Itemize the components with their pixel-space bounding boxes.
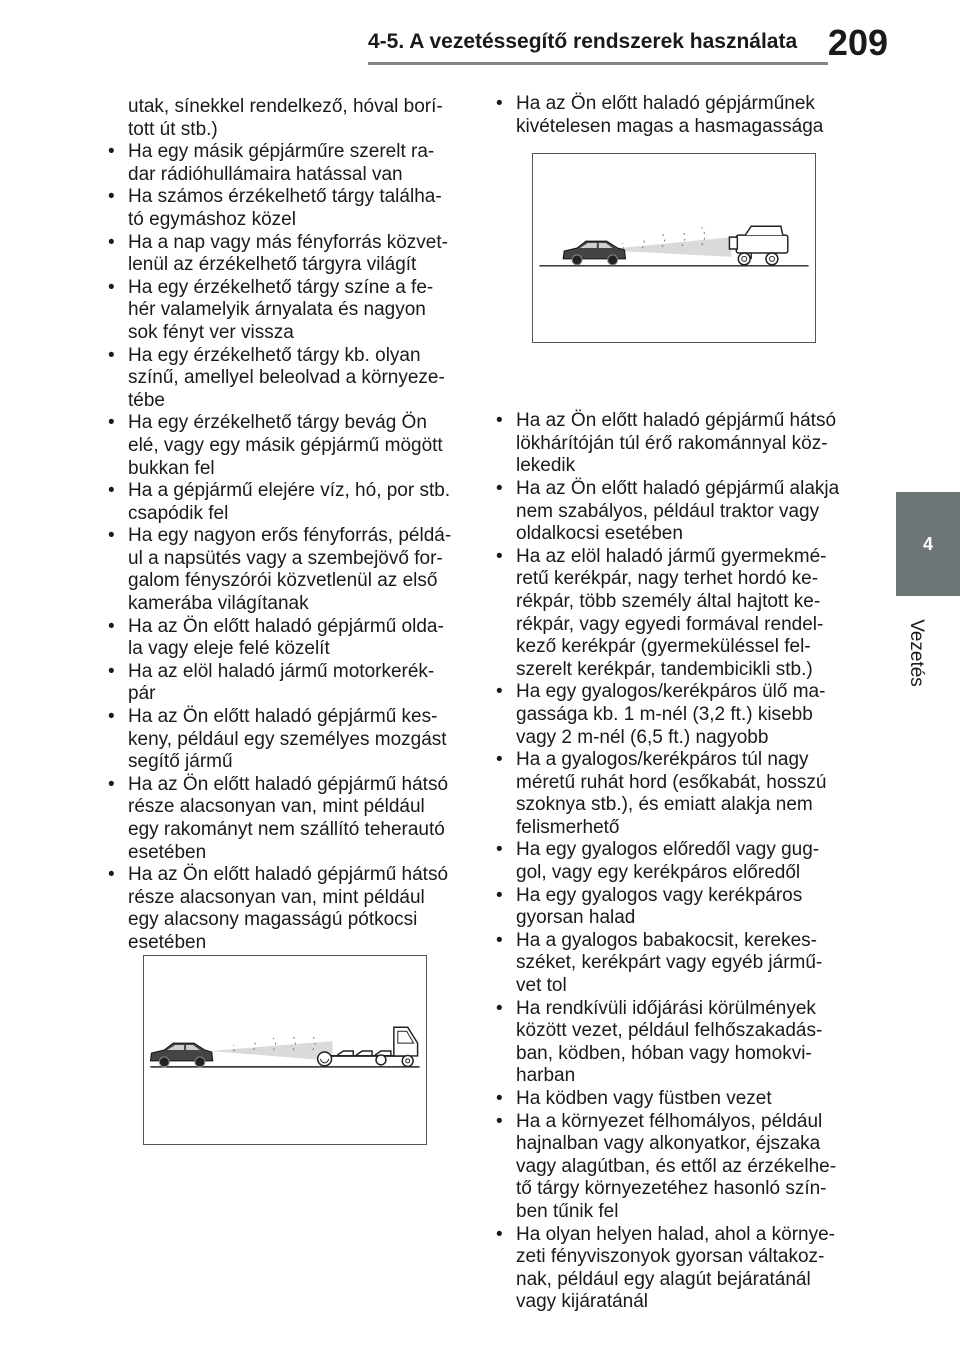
list-item: • Ha az Ön előtt haladó gépjármű olda- la vagy eleje felé közelít: [104, 616, 474, 661]
list-item: • Ha egy gyalogos előredől vagy gug- gol, vagy egy kerékpáros előredől: [492, 839, 862, 884]
chapter-number: 4: [922, 534, 933, 554]
chapter-label-container: [900, 598, 932, 708]
list-item: • Ha egy gyalogos/kerékpáros ülő ma- gassága kb. 1 m-nél (3,2 ft.) kisebb vagy 2 m-nél (6,5 ft.) nagyobb: [492, 681, 862, 749]
list-item: • Ha az Ön előtt haladó gépjármű kes- keny, például egy személyes mozgást segítő jármű: [104, 706, 474, 774]
list-item: • Ha a nap vagy más fényforrás közvet- lenül az érzékelhető tárgyra világít: [104, 232, 474, 277]
continuation-text: utak, sínekkel rendelkező, hóval borí- tott út stb.): [128, 96, 443, 140]
right-bullet-list: [492, 410, 862, 1314]
car-radar-low-rear-truck-icon: [144, 956, 426, 1144]
left-column: [104, 96, 474, 955]
list-item: • Ha egy nagyon erős fényforrás, példá- ul a napsütés vagy a szembejövő for- galom fényszórói közvetlenül az első kamerába világítanak: [104, 525, 474, 615]
list-item: • Ha olyan helyen halad, ahol a környe- zeti fényviszonyok gyorsan váltakoz- nak, például egy alagút bejáratánál vagy kijáratánál: [492, 1224, 862, 1314]
left-bullet-list: [104, 141, 474, 954]
chapter-label: Vezetés: [906, 619, 927, 687]
list-item: • Ha egy érzékelhető tárgy színe a fe- hér valamelyik árnyalata és nagyon sok fényt ver vissza: [104, 277, 474, 345]
list-item: • Ha a gyalogos/kerékpáros túl nagy méretű ruhát hord (esőkabát, hosszú szoknya stb.), és emiatt alakja nem felismerhető: [492, 749, 862, 839]
list-item: • Ha egy érzékelhető tárgy bevág Ön elé, vagy egy másik gépjármű mögött bukkan fel: [104, 412, 474, 480]
chapter-tab: [896, 492, 960, 596]
header-rule: [368, 62, 828, 65]
list-item: • Ha az Ön előtt haladó gépjármű hátsó része alacsonyan van, mint például egy rakományt nem szállító teherautó esetében: [104, 774, 474, 864]
list-item: • Ha a környezet félhomályos, például hajnalban vagy alkonyatkor, éjszaka vagy alagútban, és ettől az érzékelhe- tő tárgy környezetéhez hasonló szín- ben tűnik fel: [492, 1111, 862, 1224]
list-item: • Ha számos érzékelhető tárgy találha- tó egymáshoz közel: [104, 186, 474, 231]
car-radar-high-clearance-icon: [533, 154, 815, 342]
section-title: 4-5. A vezetéssegítő rendszerek használata: [368, 30, 798, 53]
list-item: • Ha az Ön előtt haladó gépjármű hátsó része alacsonyan van, mint például egy alacsony magasságú pótkocsi esetében: [104, 864, 474, 954]
list-item: • Ha rendkívüli időjárási körülmények között vezet, például felhőszakadás- ban, ködben, hóban vagy homokvi- harban: [492, 998, 862, 1088]
list-item: • Ha egy gyalogos vagy kerékpáros gyorsan halad: [492, 885, 862, 930]
right-bullet-list-top: [492, 93, 862, 138]
figure-low-rear-truck: [143, 955, 427, 1145]
list-item: • Ha az Ön előtt haladó gépjárműnek kivételesen magas a hasmagassága: [492, 93, 862, 138]
list-item: • Ha az elöl haladó jármű gyermekmé- retű kerékpár, nagy terhet hordó ke- rékpár, több személy által hajtott ke- rékpár, vagy egyedi formával rendel- kező kerékpár (gyermeküléssel fel- szerelt kerékpár, tandembicikli stb.): [492, 546, 862, 682]
list-item: • Ha egy másik gépjárműre szerelt ra- dar rádióhullámaira hatással van: [104, 141, 474, 186]
figure-high-clearance-vehicle: [532, 153, 816, 343]
list-item: • Ha az Ön előtt haladó gépjármű alakja nem szabályos, például traktor vagy oldalkocsi esetében: [492, 478, 862, 546]
page-number: 209: [827, 22, 888, 63]
list-item: • Ha az elöl haladó jármű motorkerék- pár: [104, 661, 474, 706]
list-item: • Ha a gyalogos babakocsit, kerekes- széket, kerékpárt vagy egyéb jármű- vet tol: [492, 930, 862, 998]
list-item: • Ha egy érzékelhető tárgy kb. olyan színű, amellyel beleolvad a környeze- tébe: [104, 345, 474, 413]
list-item: • Ha az Ön előtt haladó gépjármű hátsó lökhárítóján túl érő rakománnyal köz- lekedik: [492, 410, 862, 478]
list-item: • Ha a gépjármű elejére víz, hó, por stb. csapódik fel: [104, 480, 474, 525]
list-item: • Ha ködben vagy füstben vezet: [492, 1088, 862, 1111]
